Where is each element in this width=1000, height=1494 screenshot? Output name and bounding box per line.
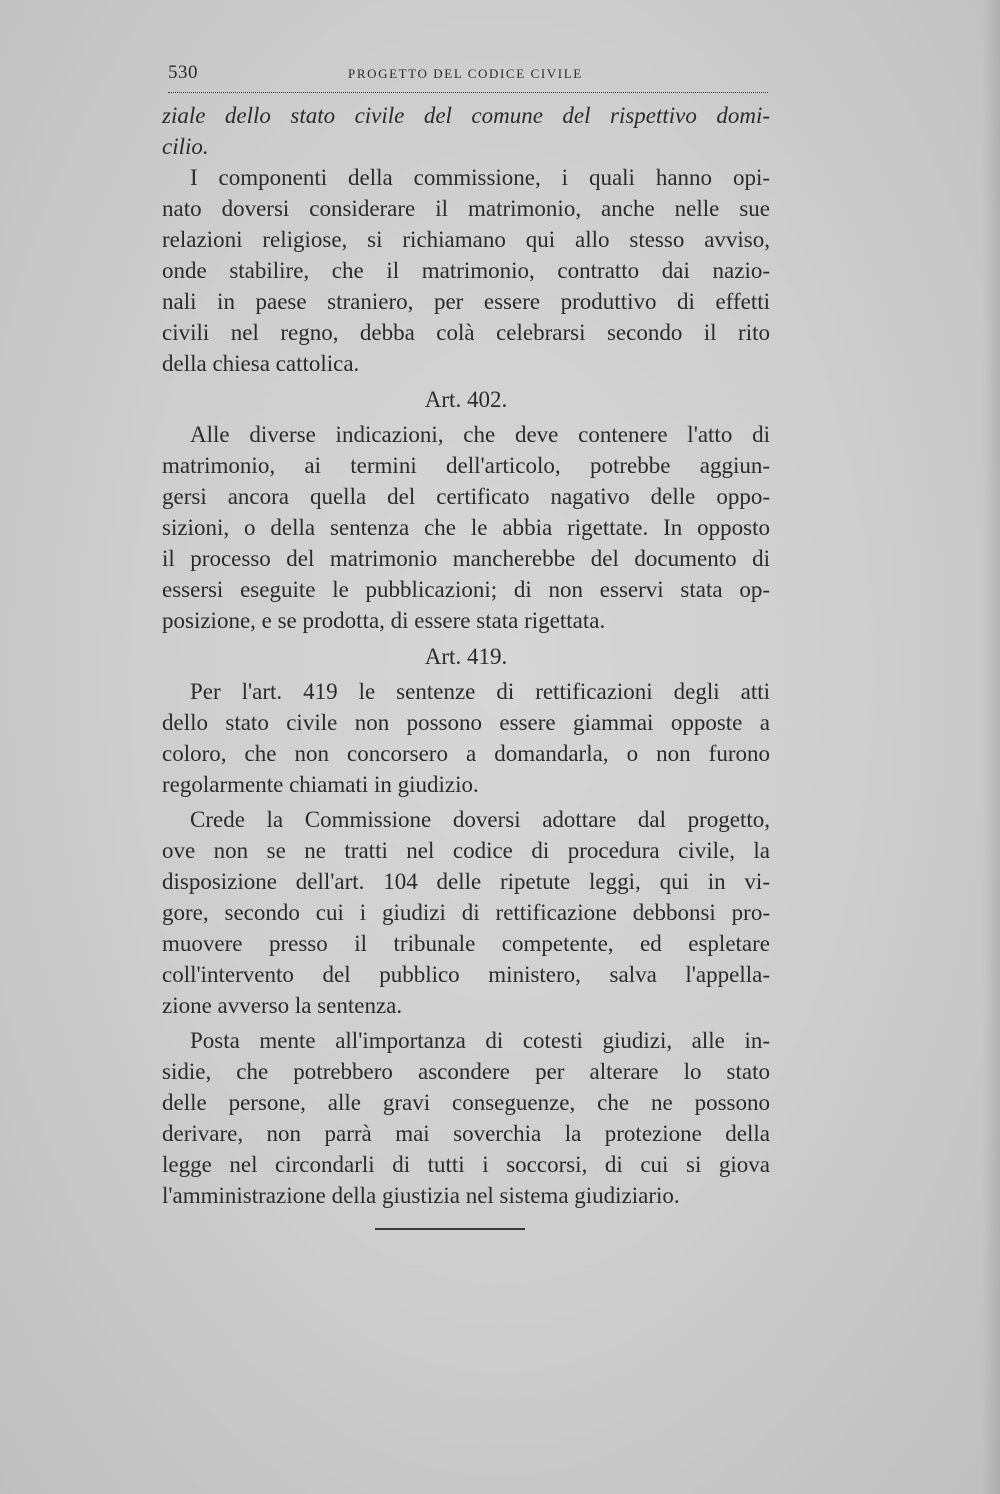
text-line: il processo del matrimonio mancherebbe del documento di [162, 546, 770, 571]
text-line: muovere presso il tribunale competente, ed espletare [162, 931, 770, 956]
body-text [162, 100, 770, 1211]
text-line: ove non se ne tratti nel codice di procedura civile, la [162, 838, 770, 863]
paragraph-art-419-a [162, 676, 770, 800]
text-line: Crede la Commissione doversi adottare dal progetto, [190, 807, 770, 832]
text-line: legge nel circondarli di tutti i soccorsi, di cui si giova [162, 1152, 770, 1177]
text-line: Posta mente all'importanza di cotesti giudizi, alle in- [190, 1028, 770, 1053]
text-line: gore, secondo cui i giudizi di rettificazione debbonsi pro- [162, 900, 770, 925]
paragraph-art-419-b [162, 804, 770, 1021]
paragraph-art-419-c [162, 1025, 770, 1211]
text-line: Per l'art. 419 le sentenze di rettificazioni degli atti [190, 679, 770, 704]
text-line: Alle diverse indicazioni, che deve contenere l'atto di [190, 422, 770, 447]
text-line: nato doversi considerare il matrimonio, anche nelle sue [162, 196, 770, 221]
text-line: regolarmente chiamati in giudizio. [162, 772, 479, 797]
text-line: dello stato civile non possono essere giammai opposte a [162, 710, 770, 735]
closing-rule [375, 1228, 525, 1230]
text-line: della chiesa cattolica. [162, 351, 360, 376]
text-line: delle persone, alle gravi conseguenze, che ne possono [162, 1090, 770, 1115]
header-rule [168, 92, 768, 93]
text-line: ziale dello stato civile del comune del rispettivo domi- [162, 103, 770, 128]
text-line: posizione, e se prodotta, di essere stata rigettata. [162, 608, 606, 633]
article-heading-419: Art. 419. [424, 644, 508, 669]
page-edge-shadow [982, 0, 1000, 1494]
text-line: l'amministrazione della giustizia nel sistema giudiziario. [162, 1183, 680, 1208]
article-heading-402: Art. 402. [424, 387, 508, 412]
text-line: cilio. [162, 134, 209, 159]
opening-fragment [162, 100, 770, 162]
text-line: coloro, che non concorsero a domandarla, o non furono [162, 741, 770, 766]
text-line: nali in paese straniero, per essere produttivo di effetti [162, 289, 770, 314]
text-line: gersi ancora quella del certificato nagativo delle oppo- [162, 484, 770, 509]
text-line: I componenti della commissione, i quali hanno opi- [190, 165, 770, 190]
page-number: 530 [168, 62, 198, 83]
text-line: zione avverso la sentenza. [162, 993, 403, 1018]
text-line: onde stabilire, che il matrimonio, contratto dai nazio- [162, 258, 770, 283]
text-line: essersi eseguite le pubblicazioni; di non esservi stata op- [162, 577, 770, 602]
text-line: civili nel regno, debba colà celebrarsi secondo il rito [162, 320, 770, 345]
text-line: sizioni, o della sentenza che le abbia rigettate. In opposto [162, 515, 770, 540]
page-header [168, 62, 768, 88]
text-line: matrimonio, ai termini dell'articolo, potrebbe aggiun- [162, 453, 770, 478]
text-line: coll'intervento del pubblico ministero, salva l'appella- [162, 962, 770, 987]
paragraph-art-402 [162, 419, 770, 636]
paragraph-commission [162, 162, 770, 379]
text-line: derivare, non parrà mai soverchia la protezione della [162, 1121, 770, 1146]
text-line: sidie, che potrebbero ascondere per alterare lo stato [162, 1059, 770, 1084]
text-line: disposizione dell'art. 104 delle ripetute leggi, qui in vi- [162, 869, 770, 894]
running-title: PROGETTO DEL CODICE CIVILE [348, 66, 583, 81]
text-line: relazioni religiose, si richiamano qui allo stesso avviso, [162, 227, 770, 252]
